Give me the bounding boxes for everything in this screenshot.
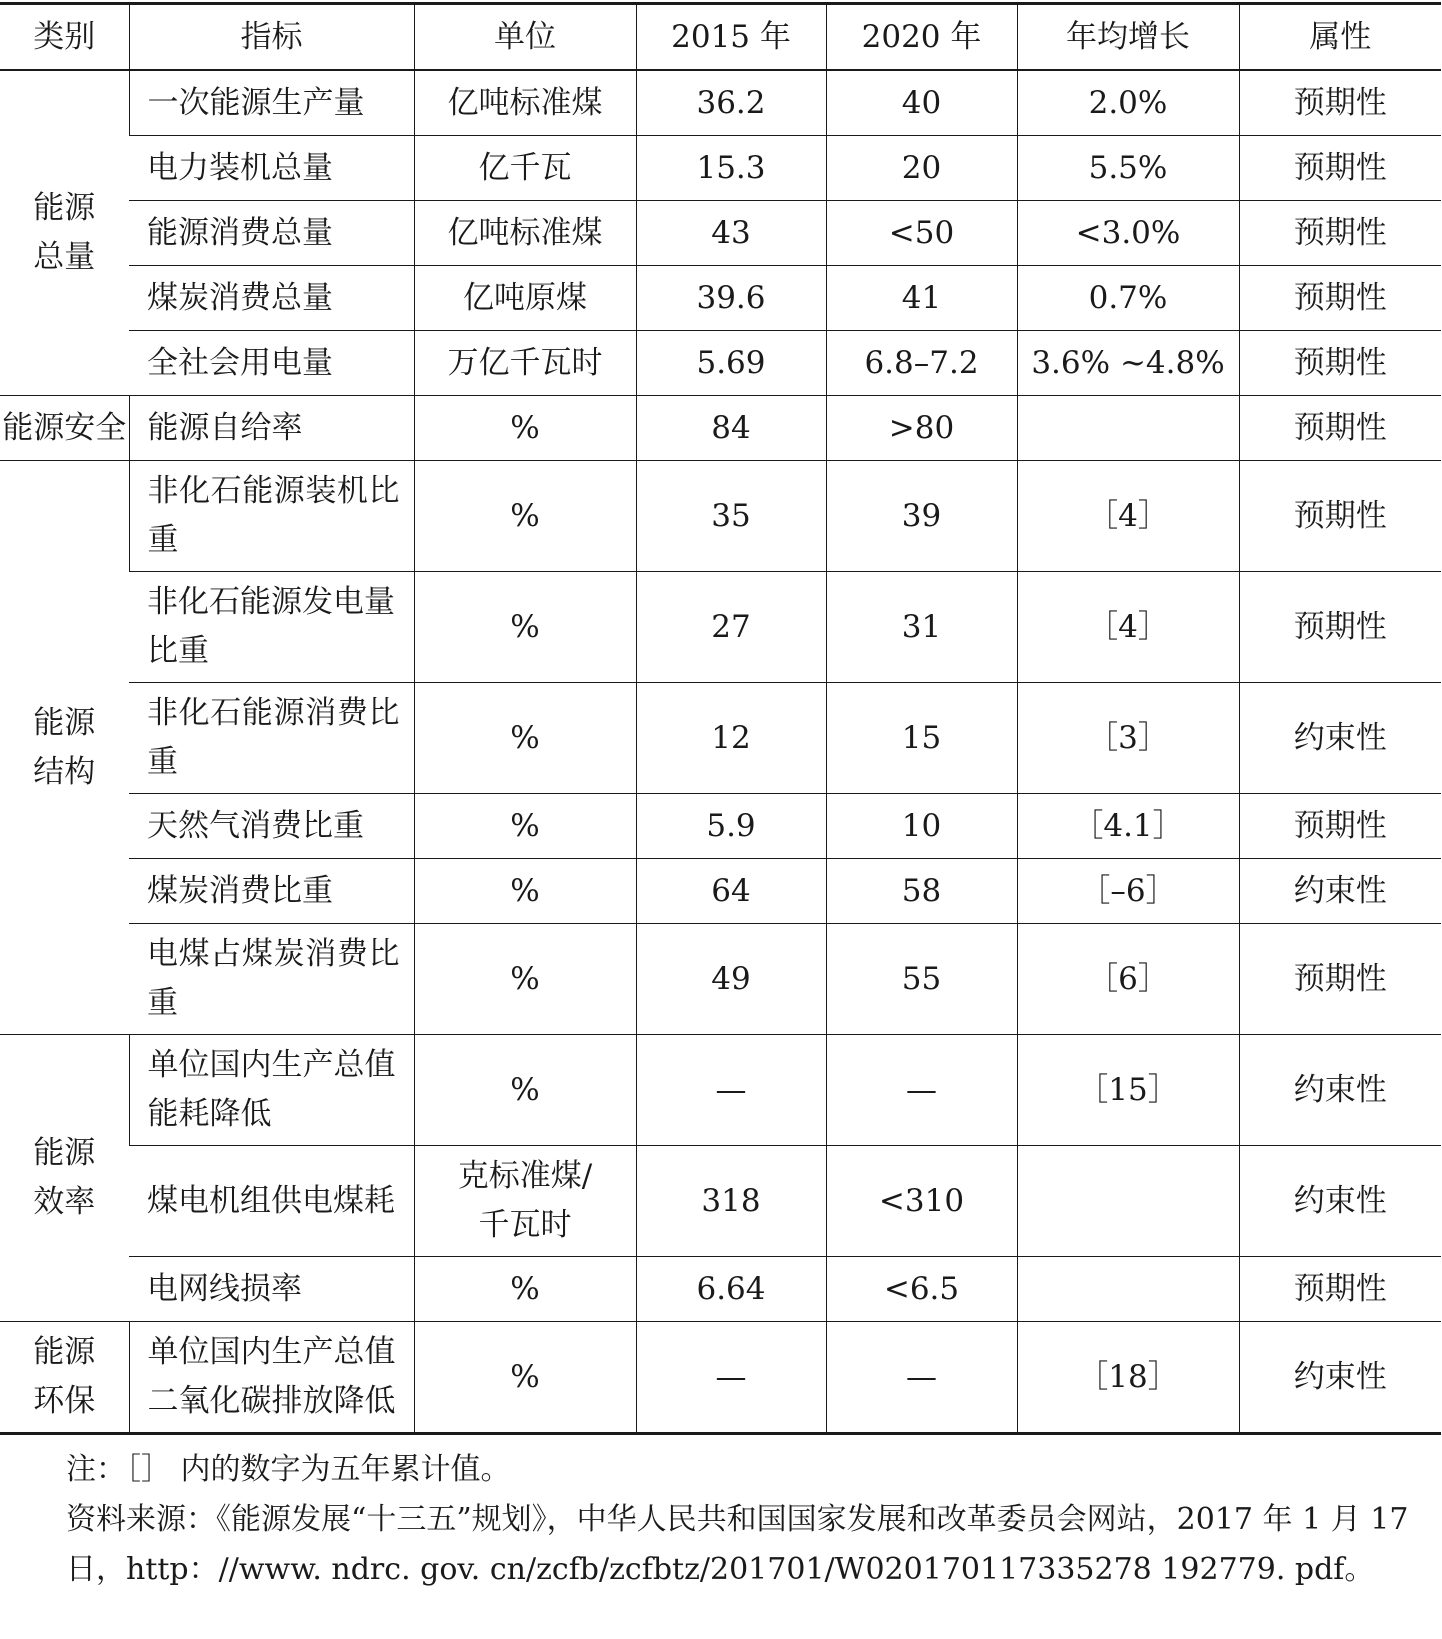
growth-cell	[1017, 396, 1239, 461]
growth-cell: 3.6% ~4.8%	[1017, 331, 1239, 396]
growth-cell: ［6］	[1017, 924, 1239, 1035]
indicator-cell: 非化石能源发电量比重	[129, 572, 414, 683]
indicator-cell: 煤电机组供电煤耗	[129, 1146, 414, 1257]
indicator-cell: 电力装机总量	[129, 136, 414, 201]
value-2020-cell: >80	[826, 396, 1017, 461]
growth-cell: ［18］	[1017, 1322, 1239, 1434]
value-2015-cell: 43	[636, 201, 826, 266]
table-row	[0, 794, 1441, 859]
value-2020-cell: 41	[826, 266, 1017, 331]
header-row	[0, 4, 1441, 71]
header-attribute: 属性	[1239, 4, 1441, 71]
value-2020-cell: 40	[826, 70, 1017, 136]
attribute-cell: 预期性	[1239, 924, 1441, 1035]
attribute-cell: 预期性	[1239, 461, 1441, 572]
growth-cell: ［4］	[1017, 461, 1239, 572]
header-unit: 单位	[414, 4, 636, 71]
attribute-cell: 约束性	[1239, 1146, 1441, 1257]
attribute-cell: 约束性	[1239, 683, 1441, 794]
unit-cell: %	[414, 794, 636, 859]
unit-cell: 亿千瓦	[414, 136, 636, 201]
growth-cell: 5.5%	[1017, 136, 1239, 201]
value-2015-cell: 15.3	[636, 136, 826, 201]
attribute-cell: 预期性	[1239, 396, 1441, 461]
header-category: 类别	[0, 4, 129, 71]
value-2015-cell: —	[636, 1035, 826, 1146]
unit-cell: %	[414, 859, 636, 924]
table-row	[0, 859, 1441, 924]
unit-cell: %	[414, 461, 636, 572]
value-2015-cell: 27	[636, 572, 826, 683]
unit-cell: 万亿千瓦时	[414, 331, 636, 396]
attribute-cell: 预期性	[1239, 794, 1441, 859]
table-row	[0, 331, 1441, 396]
attribute-cell: 预期性	[1239, 331, 1441, 396]
category-cell: 能源安全	[0, 396, 129, 461]
table-notes	[0, 1445, 1442, 1595]
value-2020-cell: <6.5	[826, 1257, 1017, 1322]
category-cell: 能源 总量	[0, 70, 129, 396]
attribute-cell: 约束性	[1239, 859, 1441, 924]
indicator-cell: 能源自给率	[129, 396, 414, 461]
value-2015-cell: 5.9	[636, 794, 826, 859]
value-2015-cell: 318	[636, 1146, 826, 1257]
unit-cell: %	[414, 1035, 636, 1146]
value-2020-cell: <50	[826, 201, 1017, 266]
indicator-cell: 电网线损率	[129, 1257, 414, 1322]
header-growth: 年均增长	[1017, 4, 1239, 71]
attribute-cell: 预期性	[1239, 1257, 1441, 1322]
value-2020-cell: 31	[826, 572, 1017, 683]
unit-cell: %	[414, 1257, 636, 1322]
table-row	[0, 1035, 1441, 1146]
value-2020-cell: 6.8–7.2	[826, 331, 1017, 396]
indicator-cell: 单位国内生产总值能耗降低	[129, 1035, 414, 1146]
value-2015-cell: 49	[636, 924, 826, 1035]
indicator-cell: 天然气消费比重	[129, 794, 414, 859]
value-2020-cell: 15	[826, 683, 1017, 794]
indicator-cell: 全社会用电量	[129, 331, 414, 396]
indicator-cell: 非化石能源装机比重	[129, 461, 414, 572]
unit-cell: %	[414, 683, 636, 794]
value-2020-cell: 55	[826, 924, 1017, 1035]
header-2015: 2015 年	[636, 4, 826, 71]
value-2015-cell: 5.69	[636, 331, 826, 396]
growth-cell: ［4.1］	[1017, 794, 1239, 859]
growth-cell	[1017, 1146, 1239, 1257]
indicator-cell: 能源消费总量	[129, 201, 414, 266]
value-2015-cell: 12	[636, 683, 826, 794]
table-row	[0, 924, 1441, 1035]
category-cell: 能源 环保	[0, 1322, 129, 1434]
category-cell: 能源 效率	[0, 1035, 129, 1322]
value-2020-cell: <310	[826, 1146, 1017, 1257]
value-2015-cell: —	[636, 1322, 826, 1434]
note-text: 注：［］ 内的数字为五年累计值。	[66, 1452, 511, 1487]
source-text: 资料来源：《能源发展“十三五”规划》，中华人民共和国国家发展和改革委员会网站，2017 年 1 月 17 日，http：//www. ndrc. gov. cn/zcfb/zcfbtz/201701/W020170117335278 192779. pdf。	[66, 1502, 1409, 1587]
unit-cell: %	[414, 924, 636, 1035]
value-2020-cell: 20	[826, 136, 1017, 201]
table-row	[0, 70, 1441, 136]
attribute-cell: 预期性	[1239, 572, 1441, 683]
growth-cell: ［15］	[1017, 1035, 1239, 1146]
unit-cell: 亿吨标准煤	[414, 70, 636, 136]
unit-cell: 亿吨标准煤	[414, 201, 636, 266]
unit-cell: 亿吨原煤	[414, 266, 636, 331]
unit-cell: %	[414, 1322, 636, 1434]
table-row	[0, 1146, 1441, 1257]
indicator-cell: 电煤占煤炭消费比重	[129, 924, 414, 1035]
value-2020-cell: —	[826, 1322, 1017, 1434]
table-row	[0, 572, 1441, 683]
unit-cell: %	[414, 396, 636, 461]
attribute-cell: 预期性	[1239, 201, 1441, 266]
growth-cell: 2.0%	[1017, 70, 1239, 136]
table-row	[0, 1322, 1441, 1434]
growth-cell: ［3］	[1017, 683, 1239, 794]
unit-cell: %	[414, 572, 636, 683]
indicator-cell: 一次能源生产量	[129, 70, 414, 136]
growth-cell: <3.0%	[1017, 201, 1239, 266]
value-2015-cell: 36.2	[636, 70, 826, 136]
indicator-cell: 煤炭消费总量	[129, 266, 414, 331]
indicator-cell: 煤炭消费比重	[129, 859, 414, 924]
indicator-cell: 单位国内生产总值二氧化碳排放降低	[129, 1322, 414, 1434]
table-row	[0, 396, 1441, 461]
table-row	[0, 266, 1441, 331]
value-2020-cell: 58	[826, 859, 1017, 924]
attribute-cell: 预期性	[1239, 70, 1441, 136]
table-row	[0, 461, 1441, 572]
growth-cell: ［–6］	[1017, 859, 1239, 924]
unit-cell: 克标准煤/ 千瓦时	[414, 1146, 636, 1257]
header-indicator: 指标	[129, 4, 414, 71]
table-row	[0, 683, 1441, 794]
value-2015-cell: 84	[636, 396, 826, 461]
table-row	[0, 136, 1441, 201]
table-row	[0, 201, 1441, 266]
value-2015-cell: 35	[636, 461, 826, 572]
attribute-cell: 约束性	[1239, 1322, 1441, 1434]
growth-cell	[1017, 1257, 1239, 1322]
attribute-cell: 约束性	[1239, 1035, 1441, 1146]
value-2015-cell: 39.6	[636, 266, 826, 331]
table-row	[0, 1257, 1441, 1322]
growth-cell: ［4］	[1017, 572, 1239, 683]
value-2015-cell: 64	[636, 859, 826, 924]
value-2020-cell: 39	[826, 461, 1017, 572]
indicator-cell: 非化石能源消费比重	[129, 683, 414, 794]
category-cell: 能源 结构	[0, 461, 129, 1035]
attribute-cell: 预期性	[1239, 136, 1441, 201]
value-2015-cell: 6.64	[636, 1257, 826, 1322]
value-2020-cell: —	[826, 1035, 1017, 1146]
energy-indicators-table	[0, 2, 1441, 1435]
attribute-cell: 预期性	[1239, 266, 1441, 331]
value-2020-cell: 10	[826, 794, 1017, 859]
header-2020: 2020 年	[826, 4, 1017, 71]
growth-cell: 0.7%	[1017, 266, 1239, 331]
